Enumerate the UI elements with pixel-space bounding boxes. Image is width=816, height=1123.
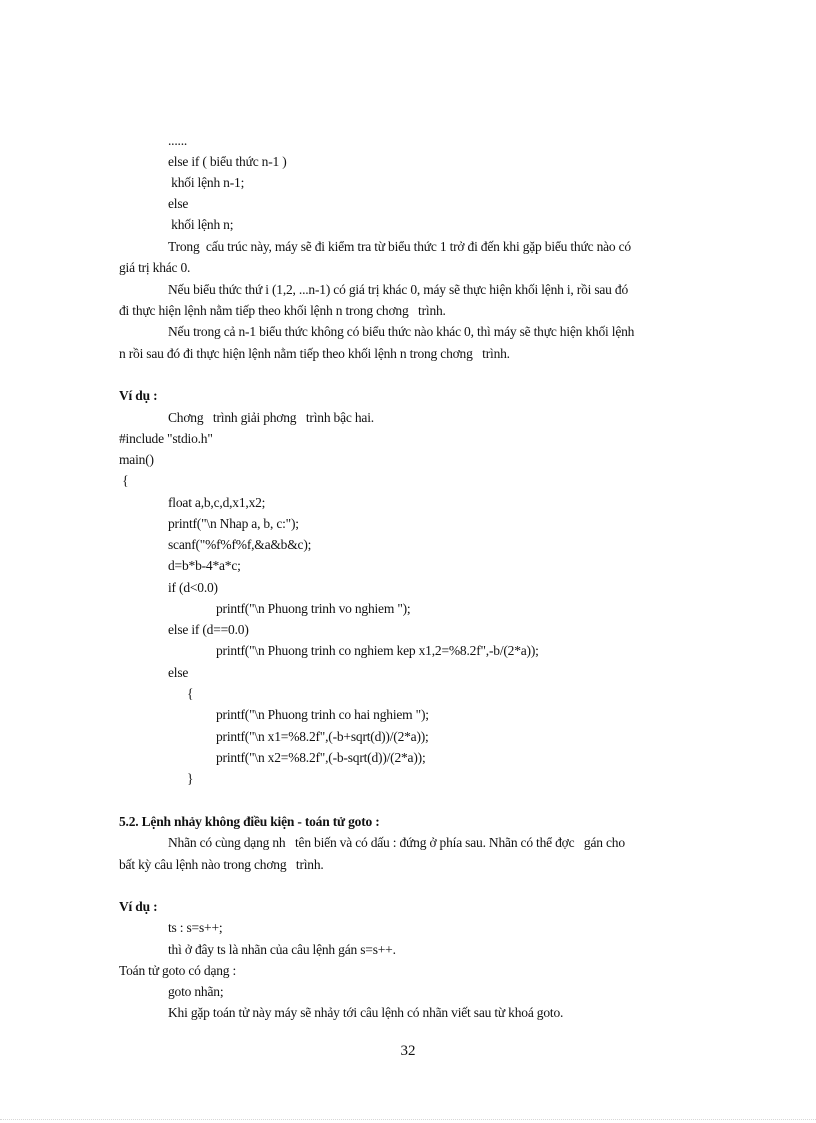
- code-line: #include "stdio.h": [119, 431, 213, 446]
- section-heading: 5.2. Lệnh nhảy không điều kiện - toán tử goto :: [119, 814, 380, 829]
- text-line: Nếu trong cả n-1 biểu thức không có biểu thức nào khác 0, thì máy sẽ thực hiện khối lệnh: [168, 324, 635, 339]
- code-line: printf("\n Phuong trinh co nghiem kep x1,2=%8.2f",-b/(2*a));: [216, 643, 539, 658]
- code-line: else if (d==0.0): [168, 622, 249, 637]
- text-line: Toán tử goto có dạng :: [119, 963, 237, 978]
- text-line: else if ( biểu thức n-1 ): [168, 154, 287, 169]
- text-line: Trong cấu trúc này, máy sẽ đi kiểm tra từ biểu thức 1 trở đi đến khi gặp biểu thức nào có: [168, 239, 631, 254]
- text-line: Nếu biểu thức thứ i (1,2, ...n-1) có giá trị khác 0, máy sẽ thực hiện khối lệnh i, rồi sau đó: [168, 282, 628, 297]
- code-line: d=b*b-4*a*c;: [168, 558, 241, 573]
- text-line: thì ở đây ts là nhãn của câu lệnh gán s=s++.: [168, 942, 396, 957]
- text-line: Khi gặp toán tử này máy sẽ nhảy tới câu lệnh có nhãn viết sau từ khoá goto.: [168, 1005, 564, 1020]
- code-line: }: [187, 771, 194, 786]
- text-line: khối lệnh n;: [168, 217, 234, 232]
- text-line: ......: [168, 133, 188, 148]
- code-line: main(): [119, 452, 154, 467]
- text-line: đi thực hiện lệnh nằm tiếp theo khối lệnh n trong chơng trình.: [119, 303, 446, 318]
- text-line: giá trị khác 0.: [119, 260, 191, 275]
- text-line: else: [168, 196, 189, 211]
- example-heading: Ví dụ :: [119, 388, 158, 403]
- page-edge-divider: [0, 1119, 816, 1120]
- code-line: goto nhãn;: [168, 984, 224, 999]
- code-line: float a,b,c,d,x1,x2;: [168, 495, 266, 510]
- text-line: Chơng trình giải phơng trình bậc hai.: [168, 410, 374, 425]
- code-line: if (d<0.0): [168, 580, 218, 595]
- text-line: khối lệnh n-1;: [168, 175, 245, 190]
- page-number: 32: [400, 1043, 416, 1059]
- code-line: else: [168, 665, 189, 680]
- example-heading: Ví dụ :: [119, 899, 158, 914]
- code-line: {: [119, 473, 129, 488]
- code-line: printf("\n Phuong trinh co hai nghiem ");: [216, 707, 429, 722]
- code-line: printf("\n x1=%8.2f",(-b+sqrt(d))/(2*a));: [216, 729, 429, 744]
- text-line: bất kỳ câu lệnh nào trong chơng trình.: [119, 857, 324, 872]
- code-line: ts : s=s++;: [168, 920, 223, 935]
- text-line: n rồi sau đó đi thực hiện lệnh nằm tiếp theo khối lệnh n trong chơng trình.: [119, 346, 510, 361]
- text-line: Nhãn có cùng dạng nh tên biến và có dấu : đứng ở phía sau. Nhãn có thể đợc gán cho: [168, 835, 625, 850]
- code-line: scanf("%f%f%f,&a&b&c);: [168, 537, 312, 552]
- code-line: {: [187, 686, 194, 701]
- code-line: printf("\n Phuong trinh vo nghiem ");: [216, 601, 411, 616]
- code-line: printf("\n x2=%8.2f",(-b-sqrt(d))/(2*a));: [216, 750, 426, 765]
- code-line: printf("\n Nhap a, b, c:");: [168, 516, 299, 531]
